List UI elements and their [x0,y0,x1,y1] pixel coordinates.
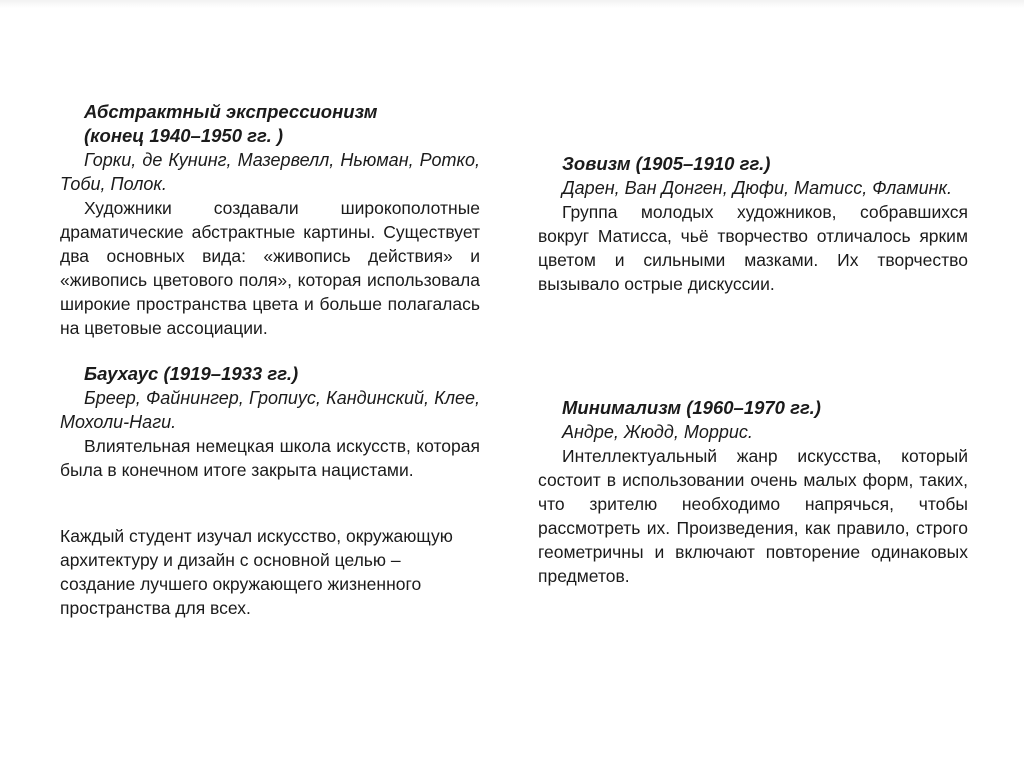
paragraph-student: Каждый студент изучал искусство, окружающую архитектуру и дизайн с основной целью – создание лучшего окружающего жизненного пространства для всех. [60,526,453,618]
description-minimalism: Интеллектуальный жанр искусства, который состоит в использовании очень малых форм, таких, что зрителю необходимо напрячься, чтобы рассмотреть их. Произведения, как правило, строго геометричны и включают повторение одинаковых предметов. [538,446,968,586]
artists-fauvism: Дарен, Ван Донген, Дюфи, Матисс, Фламинк. [562,178,953,198]
description-abstract-expressionism: Художники создавали широкополотные драматические абстрактные картины. Существует два основных вида: «живопись действия» и «живопись цветового поля», которая использовала широкие пространства цвета и больше полагалась на цветовые ассоциации. [60,198,480,338]
section-minimalism [538,396,968,588]
section-abstract-expressionism [60,100,480,340]
artists-bauhaus: Бреер, Файнингер, Гропиус, Кандинский, Клее, Мохоли-Наги. [60,388,480,432]
right-column [538,152,968,604]
heading-minimalism: Минимализм (1960–1970 гг.) [562,397,821,418]
heading-fauvism: Зовизм (1905–1910 гг.) [562,153,771,174]
page-top-shadow [0,0,1024,8]
section-bauhaus [60,362,480,482]
heading-abstract-expressionism-dates: (конец 1940–1950 гг. ) [84,125,284,146]
heading-bauhaus: Баухаус (1919–1933 гг.) [84,363,299,384]
heading-abstract-expressionism: Абстрактный экспрессионизм [84,101,378,122]
artists-minimalism: Андре, Жюдд, Моррис. [562,422,753,442]
description-fauvism: Группа молодых художников, собравшихся вокруг Матисса, чьё творчество отличалось ярким цветом и сильными мазками. Их творчество вызывало острые дискуссии. [538,202,968,294]
left-column [60,100,480,620]
section-fauvism [538,152,968,296]
artists-abstract-expressionism: Горки, де Кунинг, Мазервелл, Ньюман, Ротко, Тоби, Полок. [60,150,480,194]
description-bauhaus: Влиятельная немецкая школа искусств, которая была в конечном итоге закрыта нацистами. [60,436,480,480]
